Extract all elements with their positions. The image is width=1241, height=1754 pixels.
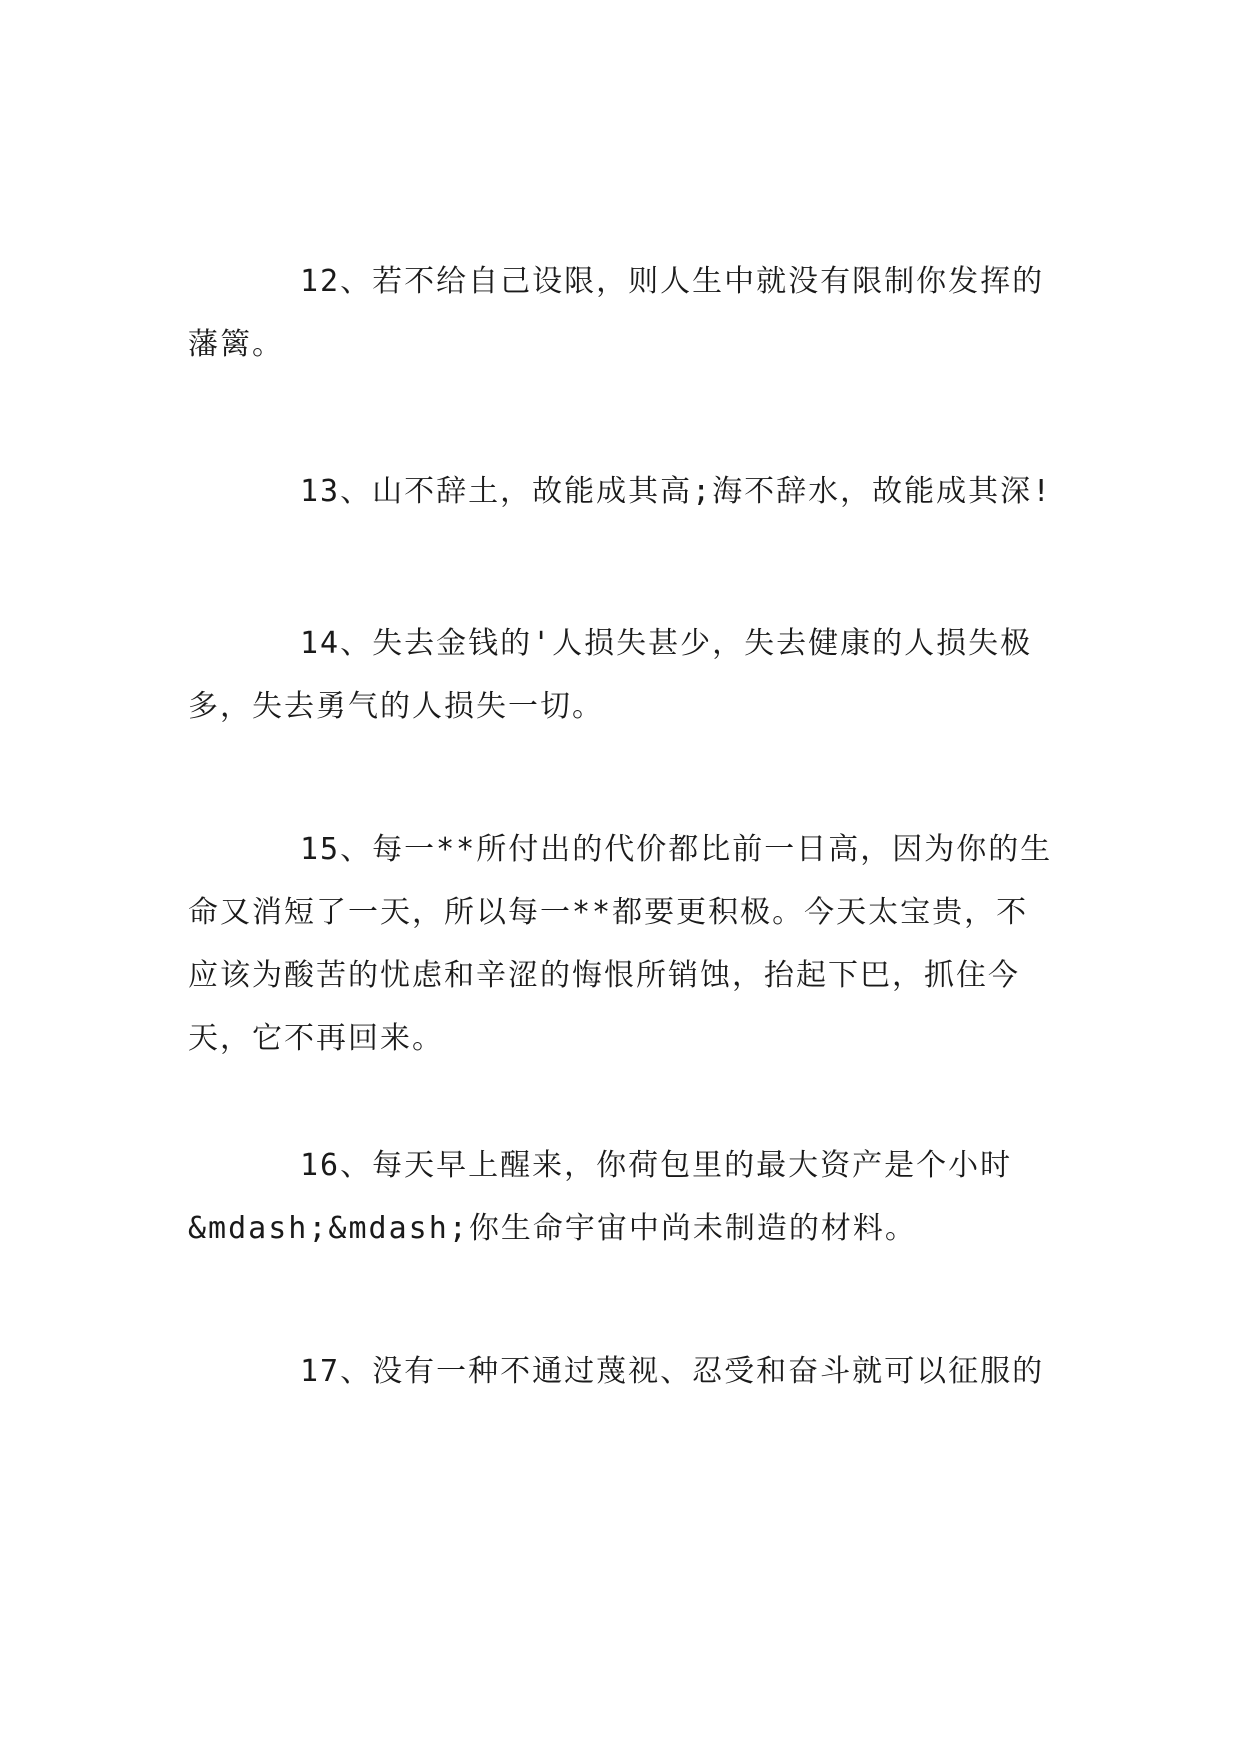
paragraph-line: 14、失去金钱的'人损失甚少，失去健康的人损失极	[300, 626, 1033, 661]
paragraph-16	[188, 1134, 1058, 1260]
paragraph-line: 17、没有一种不通过蔑视、忍受和奋斗就可以征服的	[300, 1354, 1045, 1389]
paragraph-line: &mdash;&mdash;你生命宇宙中尚未制造的材料。	[188, 1211, 917, 1246]
paragraph-line: 12、若不给自己设限，则人生中就没有限制你发挥的	[300, 264, 1045, 299]
paragraph-line: 13、山不辞土，故能成其高;海不辞水，故能成其深!	[300, 474, 1053, 509]
paragraph-line: 应该为酸苦的忧虑和辛涩的悔恨所销蚀，抬起下巴，抓住今	[188, 958, 1020, 993]
paragraph-12	[188, 250, 1058, 376]
paragraph-17	[188, 1340, 1058, 1403]
paragraph-line: 15、每一**所付出的代价都比前一日高，因为你的生	[300, 832, 1053, 867]
paragraph-line: 命又消短了一天，所以每一**都要更积极。今天太宝贵，不	[188, 895, 1029, 930]
paragraph-line: 多，失去勇气的人损失一切。	[188, 689, 604, 724]
paragraph-15	[188, 818, 1058, 1070]
paragraph-line: 16、每天早上醒来，你荷包里的最大资产是个小时	[300, 1148, 1013, 1183]
paragraph-13	[188, 460, 1058, 523]
paragraph-line: 天，它不再回来。	[188, 1021, 444, 1056]
paragraph-line: 藩篱。	[188, 327, 284, 362]
paragraph-14	[188, 612, 1058, 738]
